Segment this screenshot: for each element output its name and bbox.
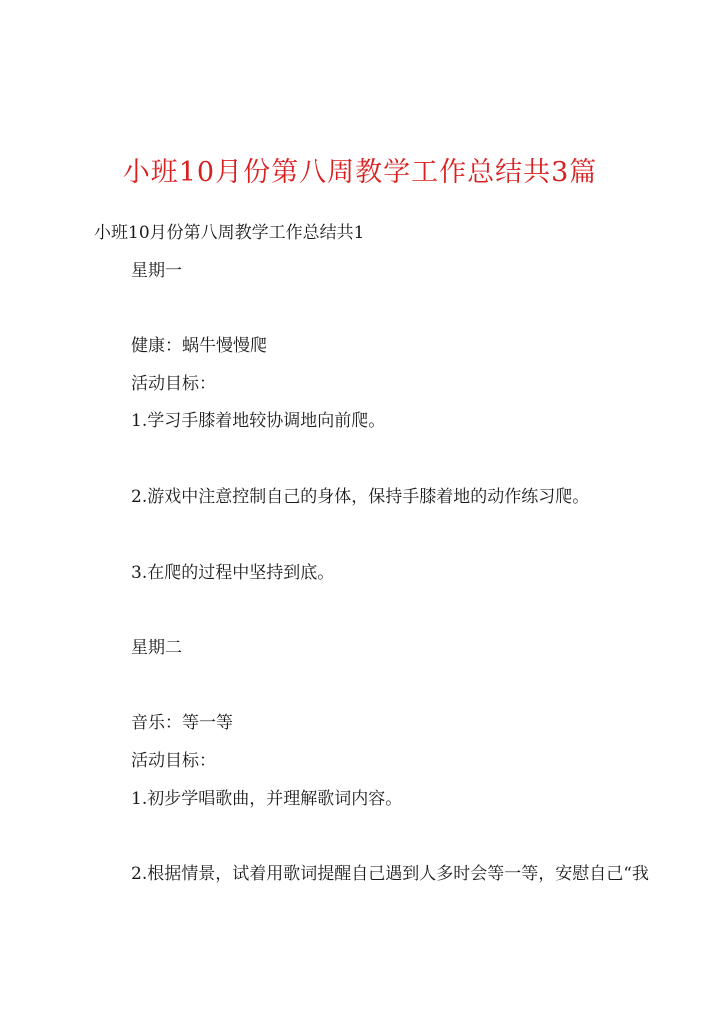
activity-goals-label: 活动目标：	[131, 374, 216, 394]
activity-health: 健康：蜗牛慢慢爬	[131, 336, 267, 356]
weekday-tuesday: 星期二	[131, 638, 182, 658]
section-heading: 小班10月份第八周教学工作总结共1	[94, 223, 365, 243]
goal-item: 2.游戏中注意控制自己的身体，保持手膝着地的动作练习爬。	[131, 487, 590, 507]
weekday-monday: 星期一	[131, 261, 182, 281]
document-title: 小班10月份第八周教学工作总结共3篇	[122, 157, 598, 188]
goal-item: 1.学习手膝着地较协调地向前爬。	[131, 411, 386, 431]
goal-item: 2.根据情景，试着用歌词提醒自己遇到人多时会等一等，安慰自己“我	[131, 864, 649, 884]
goal-item: 3.在爬的过程中坚持到底。	[131, 563, 335, 583]
goal-item: 1.初步学唱歌曲，并理解歌词内容。	[131, 789, 403, 809]
activity-music: 音乐：等一等	[131, 713, 233, 733]
activity-goals-label: 活动目标：	[131, 751, 216, 771]
